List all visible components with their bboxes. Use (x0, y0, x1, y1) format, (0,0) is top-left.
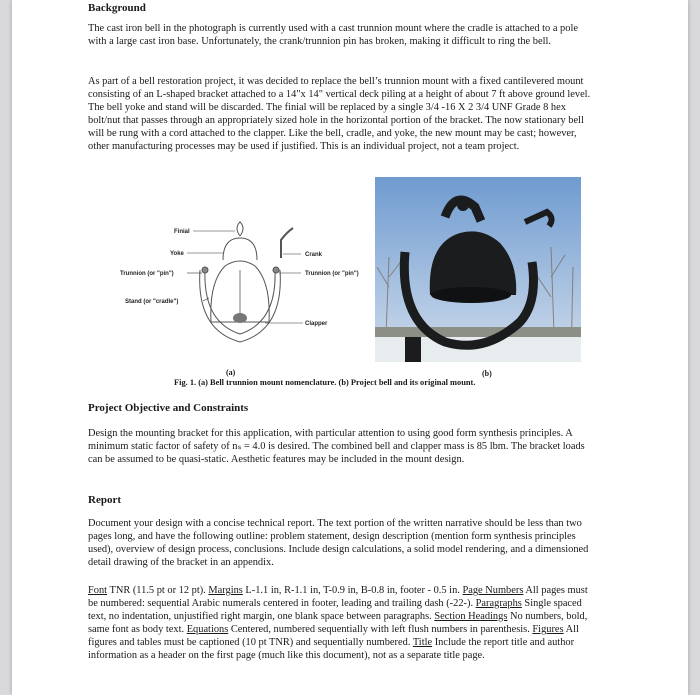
background-heading: Background (88, 2, 146, 14)
trunnion-right-label: Trunnion (or "pin") (305, 271, 359, 277)
report-paragraph-1: Document your design with a concise technical report. The text portion of the written narrative should be less than two pages long, and have the following outline: problem statement, design description (mention form synthesis principles used), overview of design process, conclusions. Include design calculations, a solid model rendering, and a dimensioned detail drawing of the bracket in an appendix. (88, 518, 589, 568)
yoke-label: Yoke (170, 251, 184, 257)
clapper-shape (233, 313, 247, 323)
background-paragraph-1: The cast iron bell in the photograph is currently used with a cast trunnion mount where the cradle is attached to a pole with a large cast iron base. Unfortunately, the crank/trunnion pin has broken, making it difficult to ring the bell. (88, 23, 578, 47)
objective-heading: Project Objective and Constraints (88, 402, 249, 414)
stand-label: Stand (or "cradle") (125, 299, 179, 305)
paragraphs-term: Paragraphs (475, 598, 522, 609)
figures-term: Figures (532, 624, 564, 635)
section-headings-term: Section Headings (434, 611, 508, 622)
report-heading: Report (88, 494, 121, 506)
equations-term: Equations (186, 624, 229, 635)
margins-term: Margins (208, 585, 243, 596)
page-numbers-term: Page Numbers (462, 585, 524, 596)
font-term: Font (88, 585, 108, 596)
objective-paragraph: Design the mounting bracket for this application, with particular attention to using good form synthesis principles. A minimum static factor of safety of nₛ = 4.0 is desired. The combined bell and clapper mass is 85 lbm. The bracket loads can be assumed to be quasi-static. Aesthetic features may be included in the mount design. (88, 428, 585, 465)
crank-label: Crank (305, 252, 323, 258)
crank-shape (281, 228, 293, 258)
report-formatting-paragraph: Font TNR (11.5 pt or 12 pt). Margins L-1.1 in, R-1.1 in, T-0.9 in, B-0.8 in, footer - 0.5 in. Page Numbers All pages must be numbered: sequential Arabic numerals centered in footer, leading and trailing dash (-22-). Paragraphs Single spaced text, no indentation, unjustified right margin, one blank space between paragraphs. Section Headings No numbers, bold, same font as body text. Equations Centered, numbered sequentially with left flush numbers in parenthesis. Figures All figures and tables must be captioned (10 pt TNR) and sequentially numbered. Title Include the report title and author information as a header on the first page (much like this document), not as a separate title page. (88, 585, 588, 661)
figure-a-label: (a) (226, 368, 236, 377)
title-term: Title (412, 637, 433, 648)
yoke-shape (223, 238, 257, 260)
clapper-label: Clapper (305, 321, 328, 327)
bell-nomenclature-diagram (105, 200, 370, 380)
trunnion-left-label: Trunnion (or "pin") (120, 271, 174, 277)
finial-shape (237, 222, 243, 236)
finial-label: Finial (174, 229, 190, 235)
figure-b-label: (b) (482, 369, 492, 378)
background-paragraph-2: As part of a bell restoration project, it was decided to replace the bell’s trunnion mount with a fixed cantilevered mount consisting of an L-shaped bracket attached to a 14"x 14" vertical deck piling at a height of about 7 ft above ground level. The bell yoke and stand will be discarded. The finial will be replaced by a single 3/4 -16 X 2 3/4 UNF Grade 8 hex bolt/nut that passes through an appropriately sized hole in the horizontal portion of the bracket. The now stationary bell will be rung with a cord attached to the clapper. Like the bell, cradle, and yoke, the new mount may be cast; however, other manufacturing processes may be used if justified. This is an individual project, not a team project. (88, 76, 591, 152)
figure-caption: Fig. 1. (a) Bell trunnion mount nomenclature. (b) Project bell and its original mount. (174, 378, 476, 387)
bell-photo (375, 177, 581, 362)
